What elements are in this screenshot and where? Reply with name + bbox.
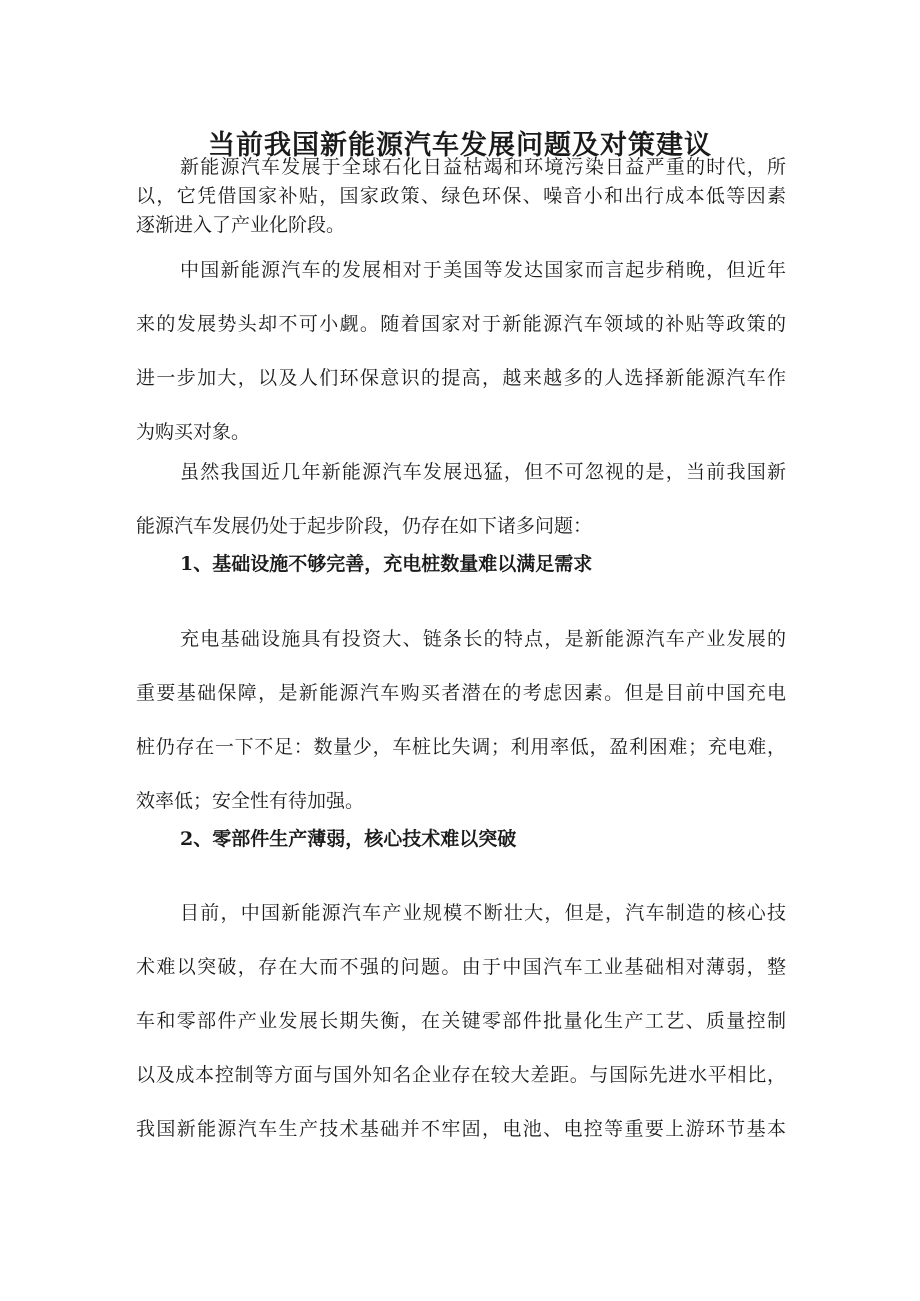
paragraph-charging <box>136 612 786 828</box>
paragraph-line: 中国新能源汽车的发展相对于美国等发达国家而言起步稍晚，但近年 <box>180 259 786 281</box>
section-heading-2: 2、零部件生产薄弱，核心技术难以突破 <box>180 828 517 850</box>
paragraph-line: 来的发展势头却不可小觑。随着国家对于新能源汽车领域的补贴等政策的 <box>136 313 786 335</box>
paragraph-intro <box>136 153 786 240</box>
paragraph-problems-intro <box>136 445 786 553</box>
paragraph-line: 术难以突破，存在大而不强的问题。由于中国汽车工业基础相对薄弱，整 <box>136 956 786 978</box>
paragraph-line: 我国新能源汽车生产技术基础并不牢固，电池、电控等重要上游环节基本 <box>136 1118 786 1140</box>
paragraph-line: 虽然我国近几年新能源汽车发展迅猛，但不可忽视的是，当前我国新 <box>180 461 786 483</box>
paragraph-line: 为购买对象。 <box>136 421 251 443</box>
paragraph-core-tech <box>136 886 786 1156</box>
paragraph-line: 目前，中国新能源汽车产业规模不断壮大，但是，汽车制造的核心技 <box>180 902 786 924</box>
document-title: 当前我国新能源汽车发展问题及对策建议 <box>208 130 712 162</box>
paragraph-line: 逐渐进入了产业化阶段。 <box>136 214 346 236</box>
paragraph-line: 能源汽车发展仍处于起步阶段，仍存在如下诸多问题： <box>136 515 593 537</box>
paragraph-line: 进一步加大，以及人们环保意识的提高，越来越多的人选择新能源汽车作 <box>136 367 786 389</box>
paragraph-line: 效率低；安全性有待加强。 <box>136 790 365 812</box>
section-heading-1: 1、基础设施不够完善，充电桩数量难以满足需求 <box>180 553 593 575</box>
paragraph-line: 桩仍存在一下不足：数量少，车桩比失调；利用率低，盈利困难；充电难， <box>136 736 786 758</box>
paragraph-development <box>136 243 786 459</box>
paragraph-line: 以及成本控制等方面与国外知名企业存在较大差距。与国际先进水平相比， <box>136 1064 786 1086</box>
paragraph-line: 以，它凭借国家补贴，国家政策、绿色环保、噪音小和出行成本低等因素 <box>136 185 786 207</box>
paragraph-line: 充电基础设施具有投资大、链条长的特点，是新能源汽车产业发展的 <box>180 628 786 650</box>
paragraph-line: 重要基础保障，是新能源汽车购买者潜在的考虑因素。但是目前中国充电 <box>136 682 786 704</box>
paragraph-line: 新能源汽车发展于全球石化日益枯竭和环境污染日益严重的时代，所 <box>180 156 786 178</box>
paragraph-line: 车和零部件产业发展长期失衡，在关键零部件批量化生产工艺、质量控制 <box>136 1010 786 1032</box>
